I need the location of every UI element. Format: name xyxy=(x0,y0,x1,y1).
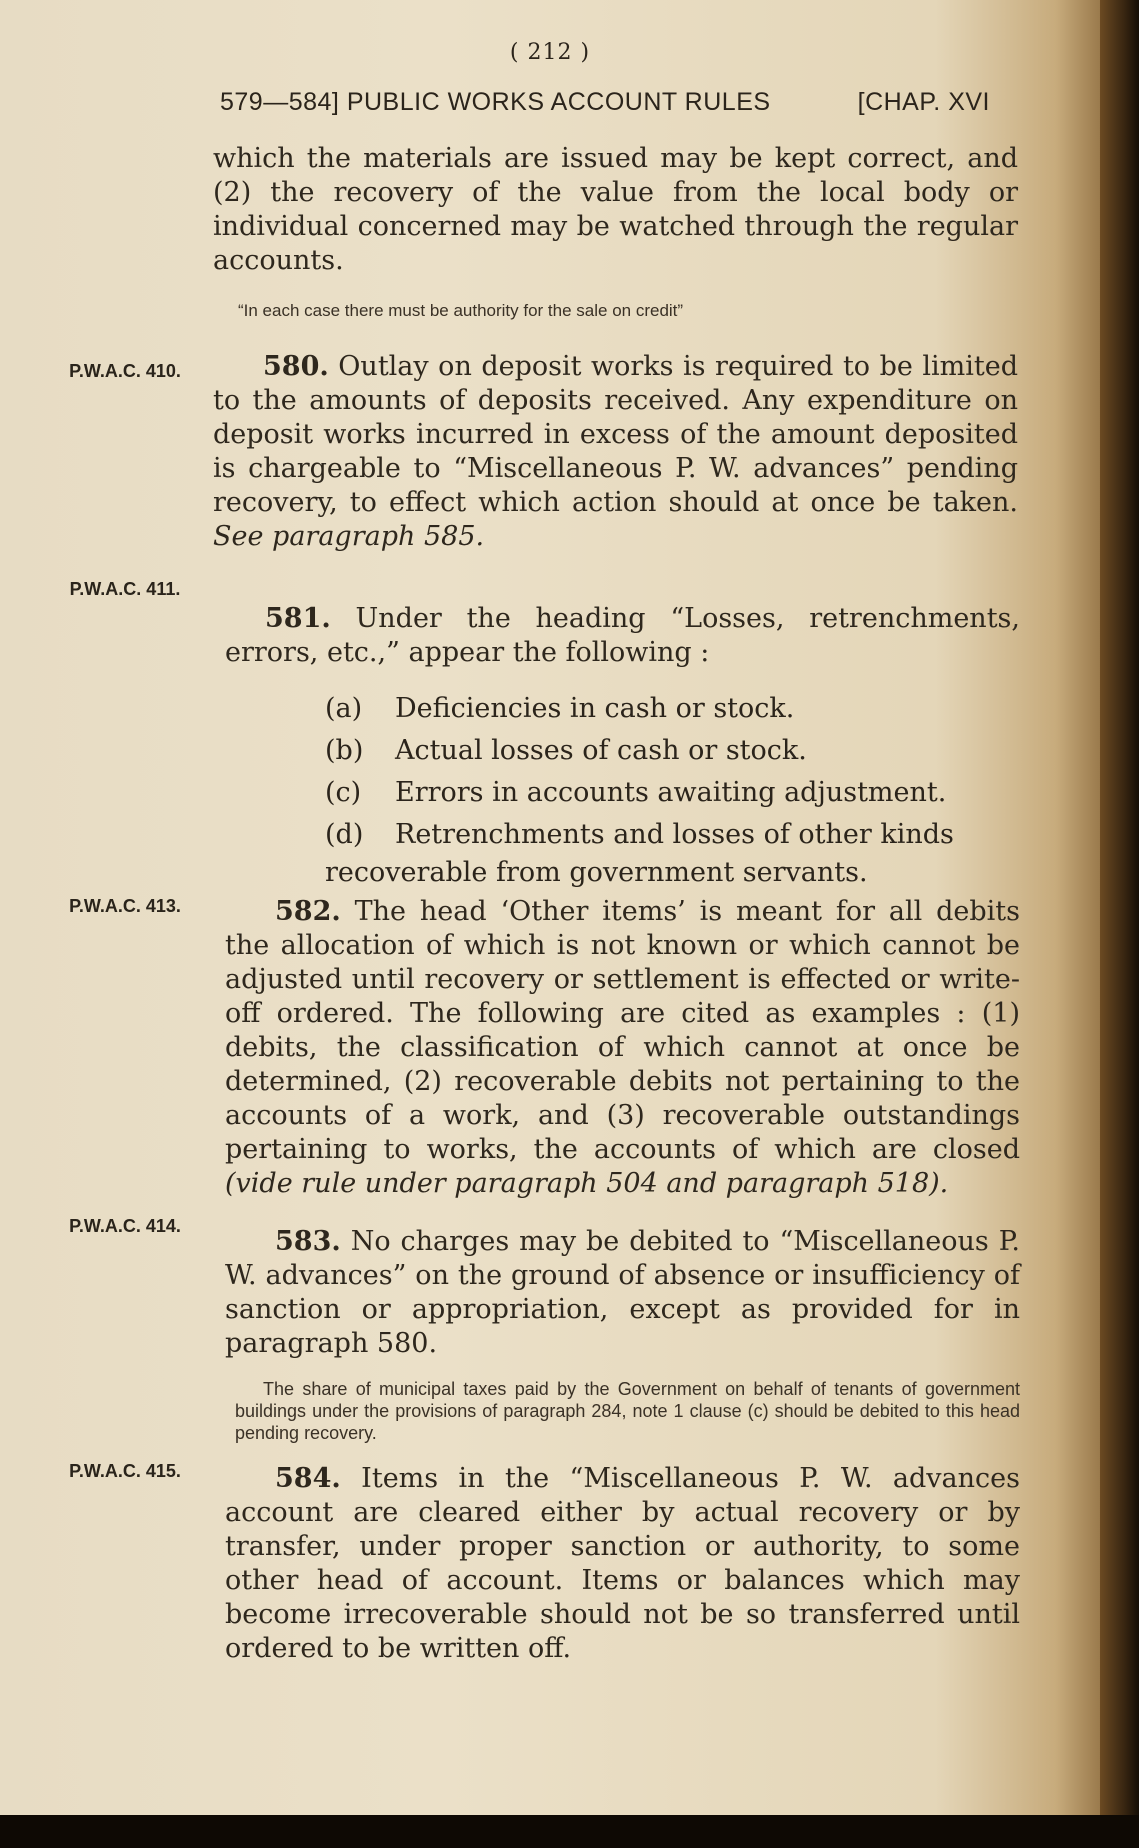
see-reference: See paragraph 585. xyxy=(213,521,485,552)
running-head xyxy=(220,88,990,117)
paragraph-583 xyxy=(225,1225,1020,1361)
paragraph-text: Items in the “Miscellaneous P. W. advances account are cleared either by actual recovery or by transfer, under proper sanction or authority, to some other head of account. Items or balances which may become irrecoverable should not be so transferred until ordered to be written off. xyxy=(225,1463,1020,1664)
margin-ref-411: P.W.A.C. 411. xyxy=(69,579,181,599)
running-head-chapter: [CHAP. XVI xyxy=(857,88,990,116)
margin-ref-415: P.W.A.C. 415. xyxy=(69,1461,181,1481)
list-item-label: (b) xyxy=(325,735,364,766)
margin-ref-410: P.W.A.C. 410. xyxy=(69,361,181,381)
list-item-text: Deficiencies in cash or stock. xyxy=(395,693,795,724)
paragraph-number: 582. xyxy=(275,896,341,927)
list-item xyxy=(325,814,1025,856)
intro-text: which the materials are issued may be kept correct, and (2) the recovery of the value from the local body or individual concerned may be watched through the regular accounts. xyxy=(213,143,1018,276)
margin-ref-414: P.W.A.C. 414. xyxy=(69,1216,181,1236)
list-item-text: Retrenchments and losses of other kinds xyxy=(395,819,954,850)
paragraph-580 xyxy=(213,350,1018,554)
running-head-title: 579—584] PUBLIC WORKS ACCOUNT RULES xyxy=(220,88,771,116)
scan-bottom-edge xyxy=(0,1815,1139,1848)
paragraph-number: 583. xyxy=(275,1226,341,1257)
list-item xyxy=(325,730,1025,772)
list-item-continuation: recoverable from government servants. xyxy=(325,857,868,888)
list-item-text: Errors in accounts awaiting adjustment. xyxy=(395,777,947,808)
margin-ref-413: P.W.A.C. 413. xyxy=(69,896,181,916)
paragraph-number: 581. xyxy=(265,603,331,634)
list-item-label: (a) xyxy=(325,693,363,724)
paragraph-number: 584. xyxy=(275,1463,341,1494)
list-item-label: (c) xyxy=(325,777,362,808)
intro-paragraph xyxy=(213,142,1018,278)
paragraph-text: No charges may be debited to “Miscellaneous P. W. advances” on the ground of absence or insufficiency of sanction or appropriation, except as provided for in paragraph 580. xyxy=(225,1226,1020,1359)
paragraph-583-note: The share of municipal taxes paid by the Government on behalf of tenants of government buildings under the provisions of paragraph 284, note 1 clause (c) should be debited to this head pending recovery. xyxy=(235,1379,1020,1443)
paragraph-text: Outlay on deposit works is required to be limited to the amounts of deposits received. Any expenditure on deposit works incurred in excess of the amount deposited is chargeable to “Miscellaneous P. W. advances” pending recovery, to effect which action should at once be taken. xyxy=(213,351,1018,518)
vide-reference: (vide rule under paragraph 504 and paragraph 518). xyxy=(225,1168,949,1199)
list-item-label: (d) xyxy=(325,819,364,850)
paragraph-581-list xyxy=(325,688,1025,890)
page-number: ( 212 ) xyxy=(509,40,591,65)
paragraph-text: Under the heading “Losses, retrenchments, errors, etc.,” appear the following : xyxy=(225,603,1020,668)
paragraph-582 xyxy=(225,895,1020,1201)
list-item xyxy=(325,688,1025,730)
list-item-text: Actual losses of cash or stock. xyxy=(395,735,807,766)
paragraph-number: 580. xyxy=(263,351,329,382)
list-item xyxy=(325,772,1025,814)
paragraph-text: The head ‘Other items’ is meant for all debits the allocation of which is not known or which cannot be adjusted until recovery or settlement is effected or write-off ordered. The following are cited as examples : (1) debits, the classification of which cannot at once be determined, (2) recoverable debits not pertaining to the accounts of a work, and (3) recoverable outstandings pertaining to works, the accounts of which are closed xyxy=(225,896,1020,1165)
book-spine xyxy=(1100,0,1139,1848)
paragraph-584 xyxy=(225,1462,1020,1666)
intro-note: “In each case there must be authority for the sale on credit” xyxy=(238,301,684,320)
paragraph-581 xyxy=(225,602,1020,670)
